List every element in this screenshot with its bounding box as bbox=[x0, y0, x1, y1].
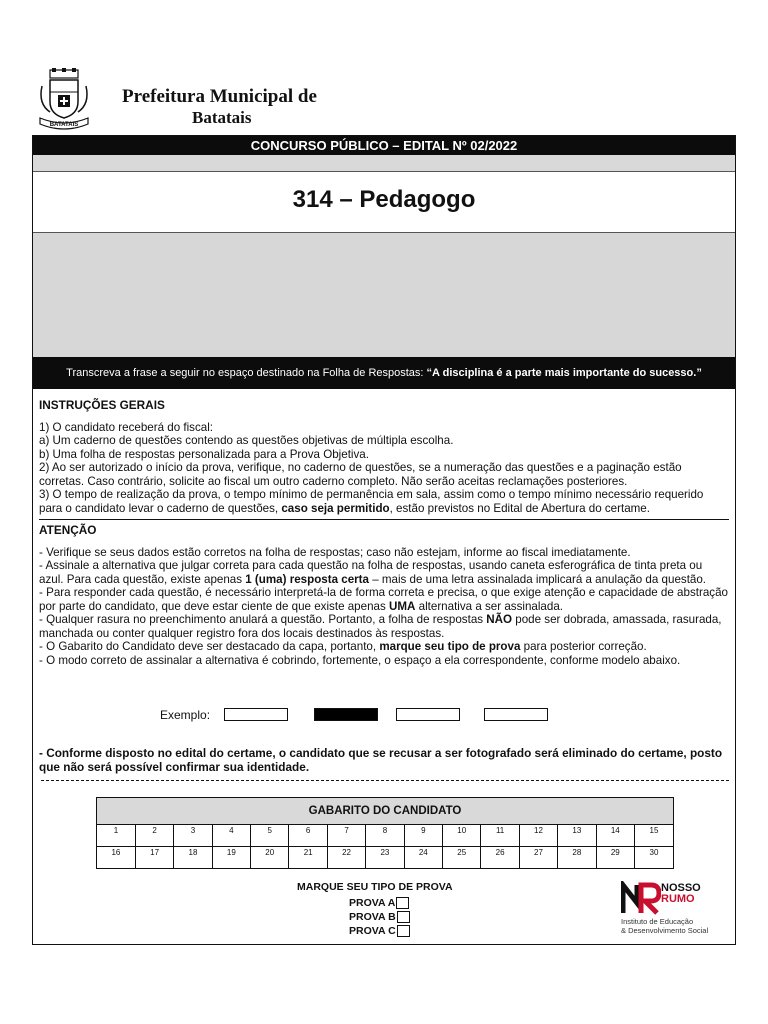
example-empty-box bbox=[396, 708, 460, 721]
nr-logo-icon bbox=[621, 881, 661, 915]
atencao-item: - Assinale a alternativa que julgar correta para cada questão na folha de respostas, usando caneta esferográfica de tinta preta ou azul. Para cada questão, existe apenas 1 (uma) resposta certa – mais de uma letra assinalada implicará a anulação da questão. bbox=[39, 559, 707, 586]
question-number-cell[interactable]: 1 bbox=[97, 825, 135, 847]
phrase-quote: “A disciplina é a parte mais importante do sucesso.” bbox=[426, 367, 702, 379]
instrucoes-line: b) Uma folha de respostas personalizada para a Prova Objetiva. bbox=[39, 447, 369, 461]
question-number-cell[interactable]: 27 bbox=[519, 847, 557, 869]
exam-cover-sheet bbox=[32, 135, 736, 945]
atencao-item: - Para responder cada questão, é necessário interpretá-la de forma correta e precisa, o que exige atenção e capacidade de abstração por parte do candidato, que deve estar ciente de que existe apenas UMA alternativa a ser assinalada. bbox=[39, 586, 728, 613]
question-number-cell[interactable]: 11 bbox=[481, 825, 519, 847]
question-number-cell[interactable]: 2 bbox=[135, 825, 173, 847]
prova-a-option[interactable]: PROVA A bbox=[349, 897, 409, 909]
question-number-cell[interactable]: 6 bbox=[289, 825, 327, 847]
phrase-intro: Transcreva a frase a seguir no espaço destinado na Folha de Respostas: bbox=[66, 367, 427, 379]
question-number-cell[interactable]: 17 bbox=[135, 847, 173, 869]
atencao-heading: ATENÇÃO bbox=[39, 523, 97, 537]
divider bbox=[39, 519, 729, 520]
gray-band bbox=[33, 155, 735, 172]
tipo-prova-title: MARQUE SEU TIPO DE PROVA bbox=[297, 881, 453, 893]
instrucoes-line: a) Um caderno de questões contendo as questões objetivas de múltipla escolha. bbox=[39, 434, 454, 447]
question-number-cell[interactable]: 4 bbox=[212, 825, 250, 847]
instrucoes-line: 3) O tempo de realização da prova, o tempo mínimo de permanência em sala, assim como o tempo mínimo necessário requerido para o candidato levar o caderno de questões, caso seja permitido, estão previstos no Edital de Abertura do certame. bbox=[39, 488, 704, 515]
logo-tagline: Instituto de Educação & Desenvolvimento Social bbox=[621, 917, 709, 935]
logo-name: NOSSO RUMO bbox=[661, 882, 701, 905]
exemplo-label: Exemplo: bbox=[160, 708, 211, 722]
atencao-item: - Qualquer rasura no preenchimento anulará a questão. Portanto, a folha de respostas NÃO pode ser dobrada, amassada, rasurada, manchada ou conter qualquer registro fora dos locais destinados às respostas. bbox=[39, 613, 722, 640]
question-number-cell[interactable]: 15 bbox=[634, 825, 673, 847]
question-number-cell[interactable]: 29 bbox=[596, 847, 634, 869]
prova-b-checkbox[interactable] bbox=[397, 911, 410, 923]
question-number-cell[interactable]: 12 bbox=[519, 825, 557, 847]
transcription-phrase bbox=[33, 357, 735, 389]
contest-banner: CONCURSO PÚBLICO – EDITAL Nº 02/2022 bbox=[33, 136, 735, 155]
answer-row bbox=[97, 825, 673, 847]
question-number-cell[interactable]: 14 bbox=[596, 825, 634, 847]
example-empty-box bbox=[224, 708, 288, 721]
prova-c-option[interactable]: PROVA C bbox=[349, 925, 410, 937]
question-number-cell[interactable]: 26 bbox=[481, 847, 519, 869]
question-number-cell[interactable]: 19 bbox=[212, 847, 250, 869]
instrucoes-heading: INSTRUÇÕES GERAIS bbox=[39, 398, 165, 412]
question-number-cell[interactable]: 30 bbox=[634, 847, 673, 869]
exam-title-box bbox=[33, 172, 735, 232]
question-number-cell[interactable]: 18 bbox=[174, 847, 212, 869]
question-number-cell[interactable]: 7 bbox=[327, 825, 365, 847]
question-number-cell[interactable]: 28 bbox=[558, 847, 596, 869]
question-number-cell[interactable]: 25 bbox=[443, 847, 481, 869]
question-number-cell[interactable]: 13 bbox=[558, 825, 596, 847]
question-number-cell[interactable]: 23 bbox=[366, 847, 404, 869]
coat-of-arms-icon bbox=[36, 68, 92, 132]
question-number-cell[interactable]: 20 bbox=[251, 847, 289, 869]
crest-label: BATATAIS bbox=[49, 122, 79, 128]
example-filled-box bbox=[314, 708, 378, 721]
question-number-cell[interactable]: 22 bbox=[327, 847, 365, 869]
exam-title: 314 – Pedagogo bbox=[292, 186, 476, 213]
prova-a-checkbox[interactable] bbox=[396, 897, 409, 909]
question-number-cell[interactable]: 24 bbox=[404, 847, 442, 869]
question-number-cell[interactable]: 9 bbox=[404, 825, 442, 847]
gabarito-table bbox=[96, 797, 674, 869]
header-subtitle: Batatais bbox=[192, 108, 252, 127]
question-number-cell[interactable]: 3 bbox=[174, 825, 212, 847]
prova-b-option[interactable]: PROVA B bbox=[349, 911, 410, 923]
atencao-item: - Verifique se seus dados estão corretos na folha de respostas; caso não estejam, informe ao fiscal imediatamente. bbox=[39, 545, 631, 559]
answer-grid bbox=[97, 825, 673, 868]
instructions bbox=[39, 399, 729, 667]
cut-line bbox=[41, 780, 729, 781]
instrucoes-line: 1) O candidato receberá do fiscal: bbox=[39, 420, 214, 434]
question-number-cell[interactable]: 10 bbox=[443, 825, 481, 847]
candidate-info-area bbox=[33, 232, 735, 358]
answer-row bbox=[97, 847, 673, 869]
question-number-cell[interactable]: 21 bbox=[289, 847, 327, 869]
header-title: Prefeitura Municipal de bbox=[122, 86, 317, 107]
example-empty-box bbox=[484, 708, 548, 721]
instrucoes-line: 2) Ao ser autorizado o início da prova, verifique, no caderno de questões, se a numeração das questões e a paginação estão corretas. Caso contrário, solicite ao fiscal um outro caderno completo. Não serão aceitas reclamações posteriores. bbox=[39, 461, 682, 488]
prova-c-checkbox[interactable] bbox=[397, 925, 410, 937]
nosso-rumo-logo bbox=[621, 881, 731, 939]
question-number-cell[interactable]: 16 bbox=[97, 847, 135, 869]
photo-warning: - Conforme disposto no edital do certame, o candidato que se recusar a ser fotografado será eliminado do certame, posto que não será possível confirmar sua identidade. bbox=[39, 746, 723, 774]
atencao-item: - O Gabarito do Candidato deve ser destacado da capa, portanto, marque seu tipo de prova para posterior correção. bbox=[39, 640, 647, 653]
question-number-cell[interactable]: 8 bbox=[366, 825, 404, 847]
gabarito-title: GABARITO DO CANDIDATO bbox=[97, 798, 673, 825]
atencao-item: - O modo correto de assinalar a alternativa é cobrindo, fortemente, o espaço a ela correspondente, conforme modelo abaixo. bbox=[39, 653, 681, 667]
question-number-cell[interactable]: 5 bbox=[251, 825, 289, 847]
